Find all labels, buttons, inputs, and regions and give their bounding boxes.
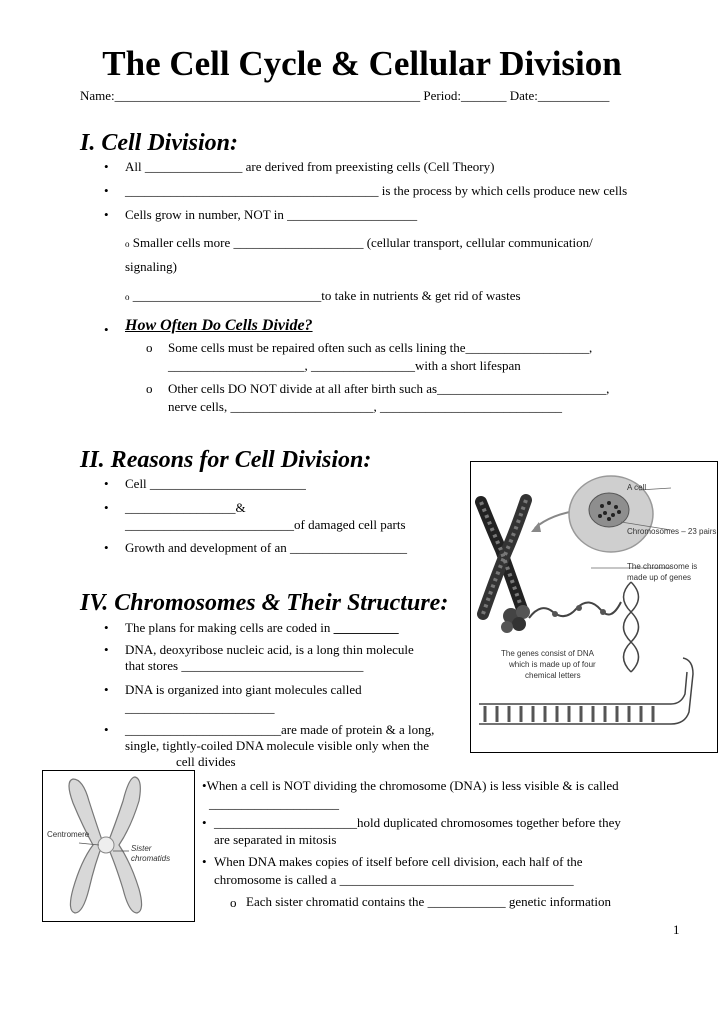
line-not-dividing [202,778,619,794]
line-short-lifespan: _____________________, ________________with a short lifespan [168,358,521,373]
subheading-how-often: How Often Do Cells Divide? [125,317,313,334]
line-giant-molecules-blank: _______________________ [125,700,275,715]
line-dna-molecule: DNA, deoxyribose nucleic acid, is a long thin molecule [125,642,414,657]
line-hold-duplicated: ______________________hold duplicated chromosomes together before they [214,815,621,830]
open-circle-icon: o [146,340,153,355]
bullet-icon: • [104,722,109,737]
figure-cell-to-dna-svg [471,462,717,752]
not-dividing-text: When a cell is NOT dividing the chromosome (DNA) is less visible & is called [206,778,619,793]
smaller-cells-text: Smaller cells more ____________________ (cellular transport, cellular communication/ [132,235,593,250]
section-heading-chromosomes: IV. Chromosomes & Their Structure: [80,590,449,616]
section-heading-cell-division: I. Cell Division: [80,130,239,156]
open-circle-icon: o [125,239,130,249]
nutrients-text: _____________________________to take in nutrients & get rid of wastes [132,288,521,303]
bullet-icon: • [104,540,109,555]
page-number: 1 [673,922,680,937]
line-cell-blank: Cell ________________________ [125,476,306,491]
figure-sister-chromatids [42,770,195,922]
bullet-icon: • [104,183,109,198]
bullet-icon: • [104,322,109,337]
line-plans-coded [125,620,399,636]
line-process: _______________________________________ is the process by which cells produce new cells [125,183,628,198]
plans-coded-text: The plans for making cells are coded in [125,620,331,635]
line-nerve-cells: nerve cells, ______________________, ____________________________ [168,399,562,414]
bullet-icon: • [104,620,109,635]
label-genes-dna-1: The genes consist of DNA [501,649,594,658]
line-cell-theory: All _______________ are derived from preexisting cells (Cell Theory) [125,159,495,174]
open-circle-icon: o [125,292,130,302]
page-title: The Cell Cycle & Cellular Division [102,44,622,83]
dna-rungs-icon [485,706,653,722]
line-single-coiled: single, tightly-coiled DNA molecule visible only when the [125,738,430,753]
label-chromatids: chromatids [131,854,171,863]
bullet-icon: • [104,642,109,657]
line-damaged-parts: __________________________of damaged cell parts [125,517,406,532]
line-protein-coiled: ________________________are made of protein & a long, [125,722,435,737]
line-and-blank: _________________& [125,500,246,515]
label-chromosome-genes-1: The chromosome is [627,562,698,571]
bullet-icon: • [202,815,207,830]
label-sister: Sister [131,844,152,853]
line-smaller-cells [125,235,593,251]
line-signaling: signaling) [125,259,177,274]
line-dna-copies: When DNA makes copies of itself before cell division, each half of the [214,854,583,869]
line-nutrients [125,288,521,304]
line-that-stores: that stores ____________________________ [125,658,364,673]
bullet-icon: • [104,476,109,491]
name-period-date-line: Name:_______________________________________________ Period:_______ Date:___________ [80,88,610,103]
label-chromosome-genes-2: made up of genes [627,573,692,582]
line-less-visible-blank: ____________________ [209,796,339,811]
figure-cell-to-dna [470,461,718,753]
label-a-cell: A cell [627,483,647,492]
chromosome-icon [481,500,526,614]
label-genes-dna-3: chemical letters [525,671,581,680]
line-do-not-divide: Other cells DO NOT divide at all after birth such as__________________________, [168,381,610,396]
plans-coded-blank: __________ [333,620,399,635]
open-circle-icon: o [230,895,237,910]
bullet-icon: • [104,159,109,174]
line-cell-divides: cell divides [176,754,236,769]
line-chromosome-called: chromosome is called a ____________________________________ [214,872,574,887]
label-chromosomes-pairs: Chromosomes – 23 pairs [627,527,717,536]
line-dna-organized: DNA is organized into giant molecules called [125,682,362,697]
open-circle-icon: o [146,381,153,396]
bullet-icon: • [104,207,109,222]
section-heading-reasons: II. Reasons for Cell Division: [80,447,372,473]
line-separated-mitosis: are separated in mitosis [214,832,337,847]
figure-sister-chromatids-svg [43,771,194,921]
label-centromere: Centromere [47,830,90,839]
bullet-icon: • [104,500,109,515]
line-growth-development: Growth and development of an __________________ [125,540,407,555]
chromatin-coil-icon [501,602,621,633]
line-grow-in-number: Cells grow in number, NOT in ____________________ [125,207,418,222]
line-repaired-often: Some cells must be repaired often such as cells lining the___________________, [168,340,593,355]
line-sister-chromatid-info: Each sister chromatid contains the ____________ genetic information [246,894,611,909]
centromere-icon [98,837,114,853]
bullet-icon: • [202,854,207,869]
label-genes-dna-2: which is made up of four [509,660,596,669]
bullet-icon: • [104,682,109,697]
bullet-icon: • [202,778,207,793]
